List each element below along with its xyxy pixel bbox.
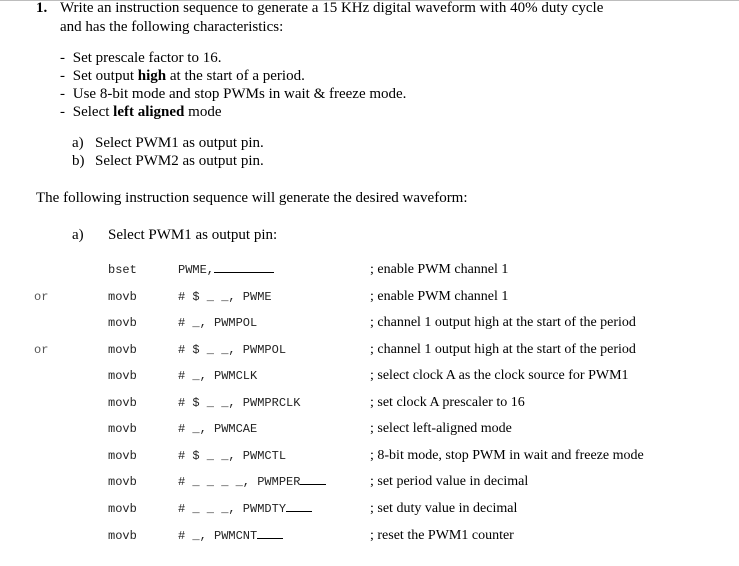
code-operand: PWME, [178, 263, 274, 277]
code-comment: ; reset the PWM1 counter [370, 528, 514, 543]
answer-blank [286, 511, 312, 512]
bullet-text-pre: Set output [72, 68, 138, 84]
code-comment: ; channel 1 output high at the start of the period [370, 342, 636, 357]
code-mnemonic: movb [108, 449, 137, 463]
code-comment: ; channel 1 output high at the start of the period [370, 315, 636, 330]
code-operand: # _ _ _, PWMDTY [178, 502, 312, 516]
bullet-item [60, 86, 406, 103]
bullet-dash: - [60, 50, 65, 66]
bullet-text-post: at the start of a period. [166, 68, 305, 84]
bullet-item [60, 50, 221, 67]
part-text: Select PWM1 as output pin. [95, 135, 264, 151]
code-operand: # $ _ _, PWMCTL [178, 449, 287, 463]
code-comment: ; select clock A as the clock source for PWM1 [370, 368, 629, 383]
code-operand: # $ _ _, PWMPOL [178, 343, 287, 357]
part-label: a) [72, 135, 84, 151]
bullet-text-pre: Select [72, 104, 114, 120]
code-mnemonic: bset [108, 263, 137, 277]
code-mnemonic: movb [108, 396, 137, 410]
subpart-text: Select PWM1 as output pin: [108, 227, 278, 243]
answer-blank [214, 272, 274, 273]
answer-blank [257, 538, 283, 539]
part-text: Select PWM2 as output pin. [95, 153, 264, 169]
bullet-dash: - [60, 68, 65, 84]
code-operand: # $ _ _, PWMPRCLK [178, 396, 301, 410]
code-mnemonic: movb [108, 422, 137, 436]
bullet-text-bold: left aligned [113, 104, 185, 120]
code-comment: ; enable PWM channel 1 [370, 289, 509, 304]
code-comment: ; 8-bit mode, stop PWM in wait and freeze mode [370, 448, 644, 463]
code-comment: ; set duty value in decimal [370, 501, 518, 516]
code-comment: ; enable PWM channel 1 [370, 262, 509, 277]
code-operand: # _ _ _ _, PWMPER [178, 475, 326, 489]
code-prefix: or [34, 290, 49, 304]
code-mnemonic: movb [108, 369, 137, 383]
sequence-intro: The following instruction sequence will generate the desired waveform: [36, 190, 468, 206]
answer-blank [300, 484, 326, 485]
code-operand: # _, PWMCNT [178, 529, 283, 543]
bullet-item [60, 104, 221, 121]
code-mnemonic: movb [108, 502, 137, 516]
bullet-text-bold: high [137, 68, 167, 84]
question-number: 1. [36, 0, 48, 16]
bullet-text: Set prescale factor to 16. [72, 50, 222, 66]
code-mnemonic: movb [108, 316, 137, 330]
question-intro-line1: Write an instruction sequence to generate a 15 KHz digital waveform with 40% duty cycle [60, 0, 604, 16]
code-operand: # $ _ _, PWME [178, 290, 272, 304]
code-prefix: or [34, 343, 49, 357]
bullet-dash: - [60, 86, 65, 102]
code-operand: # _, PWMCLK [178, 369, 258, 383]
code-comment: ; set clock A prescaler to 16 [370, 395, 525, 410]
bullet-dash: - [60, 104, 65, 120]
bullet-text: Use 8-bit mode and stop PWMs in wait & freeze mode. [72, 86, 407, 102]
code-mnemonic: movb [108, 290, 137, 304]
code-operand: # _, PWMCAE [178, 422, 258, 436]
code-comment: ; select left-aligned mode [370, 421, 512, 436]
code-comment: ; set period value in decimal [370, 474, 529, 489]
bullet-text-post: mode [184, 104, 222, 120]
subpart-label: a) [72, 227, 84, 243]
code-mnemonic: movb [108, 475, 137, 489]
code-mnemonic: movb [108, 343, 137, 357]
part-label: b) [72, 153, 85, 169]
code-mnemonic: movb [108, 529, 137, 543]
code-operand: # _, PWMPOL [178, 316, 258, 330]
bullet-item [60, 68, 305, 85]
question-intro-line2: and has the following characteristics: [60, 19, 284, 35]
